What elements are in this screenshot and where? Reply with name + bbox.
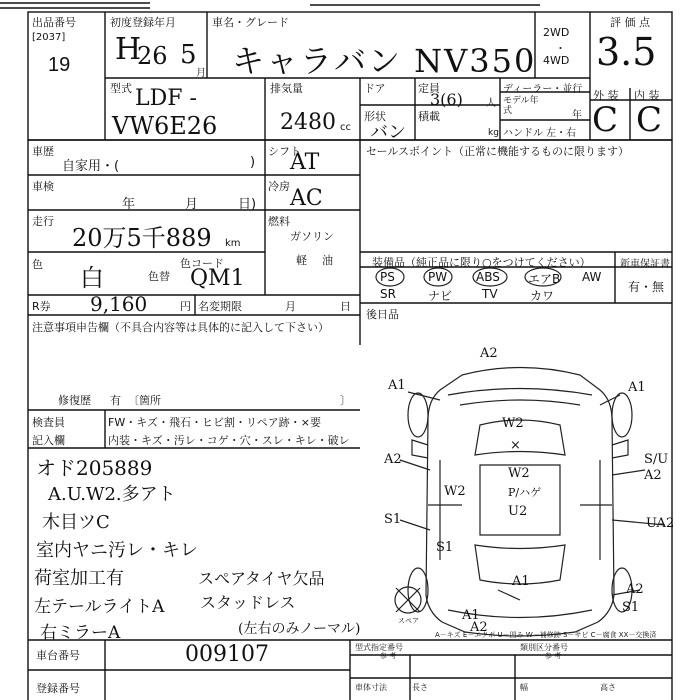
color-change-label: 色替 — [148, 270, 170, 283]
mileage-label: 走行 — [32, 215, 54, 228]
equip-sr: SR — [380, 287, 396, 301]
damage-mark: W2 — [502, 416, 524, 431]
repair-close: 〕 — [340, 394, 351, 407]
damage-mark: S1 — [384, 512, 402, 527]
drive-2wd: 2WD — [543, 26, 570, 39]
dealer-label: ディーラー・並行 — [503, 84, 583, 95]
usage-value: 自家用・( — [62, 159, 120, 174]
inspector-row-1: FW・キズ・飛石・ヒビ割・リペア跡・×要 — [108, 416, 321, 429]
height-label: 高さ — [600, 683, 616, 692]
inspector-label-1: 検査員 — [32, 416, 65, 429]
displacement-label: 排気量 — [270, 82, 303, 95]
equip-aw: AW — [582, 270, 602, 284]
capacity-label: 定員 — [418, 82, 440, 95]
name-change-day: 日 — [340, 300, 351, 313]
inspector-row-2: 内装・キズ・汚レ・コゲ・穴・スレ・キレ・破レ — [108, 434, 350, 447]
inspector-note-spare: スペアタイヤ欠品 — [198, 569, 325, 588]
shape-value: バン — [370, 122, 406, 143]
inspector-note: オド205889 — [36, 456, 153, 480]
drive-4wd: 4WD — [543, 54, 570, 67]
damage-mark: UA2 — [646, 516, 675, 531]
capacity-value: 3(6) — [430, 90, 463, 109]
body-size-label: 車体寸法 — [355, 683, 387, 692]
interior-label: 内 装 — [634, 89, 660, 102]
spare-label: スペア — [398, 617, 419, 625]
lot-number: 19 — [48, 54, 71, 76]
inspector-note-studless: スタッドレス — [200, 593, 296, 612]
inspector-note: 右ミラーA — [40, 623, 121, 643]
damage-mark: A1 — [388, 378, 406, 393]
km-unit: km — [225, 238, 241, 249]
equip-pw: PW — [428, 270, 448, 284]
inspection-label: 車検 — [32, 180, 54, 193]
repair-place: 〔箇所 — [128, 394, 161, 407]
color-label: 色 — [32, 258, 43, 271]
reference-1: 参 考 — [380, 652, 397, 660]
model-label: 型式 — [110, 82, 132, 95]
color-code-label: 色コード — [180, 257, 224, 270]
grade-label: 評 価 点 — [610, 16, 650, 29]
damage-mark: S1 — [622, 600, 640, 615]
cc-unit: cc — [340, 122, 351, 133]
length-label: 長さ — [412, 683, 428, 692]
model-year-label: モデル年式 — [503, 96, 539, 116]
ac-label: 冷房 — [268, 180, 290, 193]
car-name: キャラバン NV350 — [232, 42, 537, 80]
damage-mark: P/ハゲ — [508, 486, 542, 499]
damage-mark: A1 — [628, 380, 646, 395]
yen-unit: 円 — [180, 300, 191, 313]
fuel-kei: 軽 — [296, 254, 307, 267]
month-unit: 月 — [196, 68, 206, 79]
displacement: 2480 — [280, 110, 336, 135]
notice-title: 注意事項申告欄（不具合内容等は具体的に記入して下さい） — [32, 321, 329, 334]
interior-grade: C — [636, 100, 663, 140]
sales-point-title: セールスポイント（正常に機能するものに限ります） — [366, 145, 630, 158]
damage-mark: A2 — [626, 582, 644, 597]
inspection-month: 月 — [185, 197, 199, 212]
color-value: 白 — [80, 264, 104, 292]
damage-mark: A2 — [384, 452, 402, 467]
shift-value: AT — [290, 150, 320, 175]
exterior-grade: C — [592, 100, 619, 140]
color-code-value: QM1 — [190, 266, 245, 291]
inspector-note: 室内ヤニ汚レ・キレ — [36, 540, 198, 561]
usage-close: ) — [250, 155, 256, 170]
door-label: ドア — [364, 82, 386, 95]
person-unit: 人 — [486, 98, 496, 109]
month: 5 — [180, 40, 197, 70]
repair-value: 有 — [110, 394, 121, 407]
inspection-year: 年 — [122, 197, 136, 212]
warranty-value: 有・無 — [628, 280, 665, 294]
damage-legend: A－キズ E－エクボ U－凹み W－補修跡 S－サビ C－腐食 XX－交換済 — [435, 631, 657, 639]
damage-mark: A1 — [512, 574, 530, 589]
shape-label: 形状 — [364, 110, 386, 123]
fuel-label: 燃料 — [268, 215, 290, 228]
lot-sub-number: [2037] — [32, 32, 66, 43]
grade-value: 3.5 — [596, 30, 657, 74]
year: 26 — [137, 42, 168, 70]
type-designation-label: 型式指定番号 — [355, 643, 403, 652]
car-name-label: 車名・グレード — [212, 16, 289, 29]
fuel-yu: 油 — [322, 254, 333, 267]
model-line1: LDF - — [135, 86, 197, 111]
lot-number-label: 出品番号 — [32, 16, 76, 29]
damage-mark: S/U — [644, 452, 669, 467]
equipment-title: 装備品（純正品に限り○をつけてください） — [372, 256, 591, 269]
inspection-day: 日) — [238, 197, 257, 212]
handle-label: ハンドル 左・右 — [503, 128, 577, 139]
damage-mark: A2 — [480, 346, 498, 361]
damage-mark: U2 — [508, 504, 528, 519]
equip-tv: TV — [482, 287, 498, 301]
ac-value: AC — [290, 186, 323, 211]
width-label: 幅 — [520, 683, 528, 692]
era: H — [115, 32, 142, 67]
inspector-note: 左テールライトA — [34, 597, 165, 617]
equip-ps: PS — [380, 270, 395, 284]
usage-label: 車歴 — [32, 145, 54, 158]
damage-mark: A1 — [462, 608, 480, 623]
notes-label: 後日品 — [366, 308, 399, 321]
chassis-number-label: 車台番号 — [36, 649, 80, 662]
name-change-month: 月 — [285, 300, 296, 313]
equip-leather: カワ — [530, 289, 555, 303]
damage-mark: W2 — [508, 466, 530, 481]
repair-label: 修復歴 — [58, 394, 91, 407]
shift-label: シフト — [268, 145, 301, 158]
warranty-title: 新車保証書 — [620, 259, 670, 270]
name-change-label: 名変期限 — [198, 300, 242, 313]
equip-airbag: エアB — [528, 272, 561, 286]
year-unit: 年 — [572, 110, 582, 121]
damage-mark: × — [510, 438, 521, 453]
fuel-gasoline: ガソリン — [290, 230, 334, 243]
drive-sep: ・ — [555, 42, 566, 55]
model-line2: VW6E26 — [112, 112, 218, 140]
chassis-number: 009107 — [185, 642, 269, 667]
inspector-note: 木目ツC — [42, 512, 110, 533]
damage-mark: S1 — [436, 540, 454, 555]
equip-abs: ABS — [476, 270, 500, 284]
inspector-note: A.U.W2.多アト — [48, 484, 176, 505]
category-number-label: 類別区分番号 — [520, 643, 568, 652]
inspector-note: 荷室加工有 — [34, 568, 124, 589]
damage-mark: A2 — [644, 468, 662, 483]
load-label: 積載 — [418, 110, 440, 123]
exterior-label: 外 装 — [593, 89, 619, 102]
first-registration-label: 初度登録年月 — [110, 16, 176, 29]
mileage-value: 20万5千889 — [72, 224, 212, 252]
inspector-note-normal: (左右のみノーマル) — [238, 621, 361, 637]
damage-mark: A2 — [470, 620, 488, 635]
inspector-label-2: 記入欄 — [32, 434, 65, 447]
damage-mark: W2 — [444, 484, 466, 499]
equip-navi: ナビ — [428, 289, 453, 303]
recycle-label: R券 — [32, 300, 51, 313]
reference-2: 参 考 — [545, 652, 562, 660]
registration-label: 登録番号 — [36, 682, 80, 695]
recycle-value: 9,160 — [90, 292, 148, 316]
kg-unit: kg — [488, 128, 499, 138]
